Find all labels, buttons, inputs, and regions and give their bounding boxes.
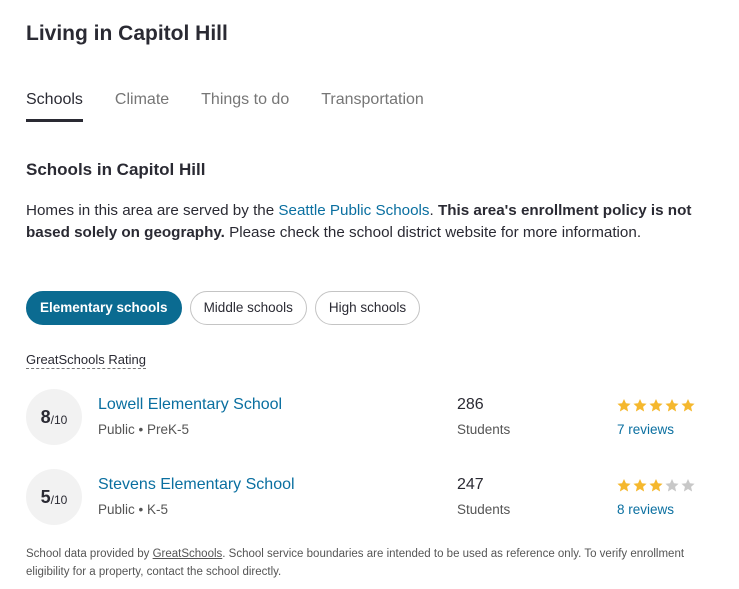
greatschools-rating-tooltip[interactable]: GreatSchools Rating <box>26 352 146 367</box>
elementary-schools-button[interactable]: Elementary schools <box>26 291 182 325</box>
section-title: Schools in Capitol Hill <box>26 160 206 179</box>
school-name-link[interactable]: Lowell Elementary School <box>98 396 283 413</box>
student-count: 247 <box>457 476 484 493</box>
enrollment-info <box>26 200 716 244</box>
school-row <box>26 389 716 445</box>
star-icon <box>680 478 696 493</box>
rating-denominator: /10 <box>50 492 68 507</box>
middle-schools-button[interactable]: Middle schools <box>190 291 307 325</box>
star-icon <box>648 398 664 413</box>
student-count-label: Students <box>457 422 511 437</box>
rating-badge <box>26 389 82 445</box>
policy-note: This area's enrollment policy is not based solely on geography. <box>26 202 692 241</box>
school-row <box>26 469 716 525</box>
greatschools-link[interactable]: GreatSchools <box>152 548 223 560</box>
star-icon <box>616 398 632 413</box>
rating-value: 5 <box>40 486 51 507</box>
reviews-link[interactable]: 8 reviews <box>617 502 675 517</box>
star-rating <box>616 478 696 493</box>
star-icon <box>664 398 680 413</box>
page-title: Living in Capitol Hill <box>26 22 228 45</box>
school-meta: Public • PreK-5 <box>98 422 190 437</box>
star-icon <box>648 478 664 493</box>
intro-prefix: Homes in this area are served by the <box>26 202 279 219</box>
star-icon <box>680 398 696 413</box>
intro-suffix: Please check the school district website for more information. <box>224 224 642 241</box>
star-icon <box>632 398 648 413</box>
tab-bar <box>26 88 456 124</box>
tab-schools[interactable]: Schools <box>26 88 83 122</box>
school-meta: Public • K-5 <box>98 502 169 517</box>
star-icon <box>616 478 632 493</box>
tab-transportation[interactable]: Transportation <box>321 91 424 108</box>
footer-suffix: . School service boundaries are intended to be used as reference only. To verify enrollment eligibility for a property, contact the school directly. <box>26 548 685 578</box>
student-count: 286 <box>457 396 484 413</box>
data-source-note <box>26 545 716 581</box>
student-count-label: Students <box>457 502 511 517</box>
rating-denominator: /10 <box>50 412 68 427</box>
rating-value: 8 <box>40 406 51 427</box>
footer-prefix: School data provided by <box>26 548 153 560</box>
tab-climate[interactable]: Climate <box>114 91 170 108</box>
district-link[interactable]: Seattle Public Schools <box>278 202 430 219</box>
reviews-link[interactable]: 7 reviews <box>617 422 675 437</box>
star-icon <box>632 478 648 493</box>
star-icon <box>664 478 680 493</box>
rating-badge <box>26 469 82 525</box>
high-schools-button[interactable]: High schools <box>315 291 420 325</box>
star-rating <box>616 398 696 413</box>
intro-mid: . <box>429 202 438 219</box>
school-level-filters <box>26 291 428 325</box>
tab-things-to-do[interactable]: Things to do <box>201 91 290 108</box>
school-name-link[interactable]: Stevens Elementary School <box>98 476 295 493</box>
